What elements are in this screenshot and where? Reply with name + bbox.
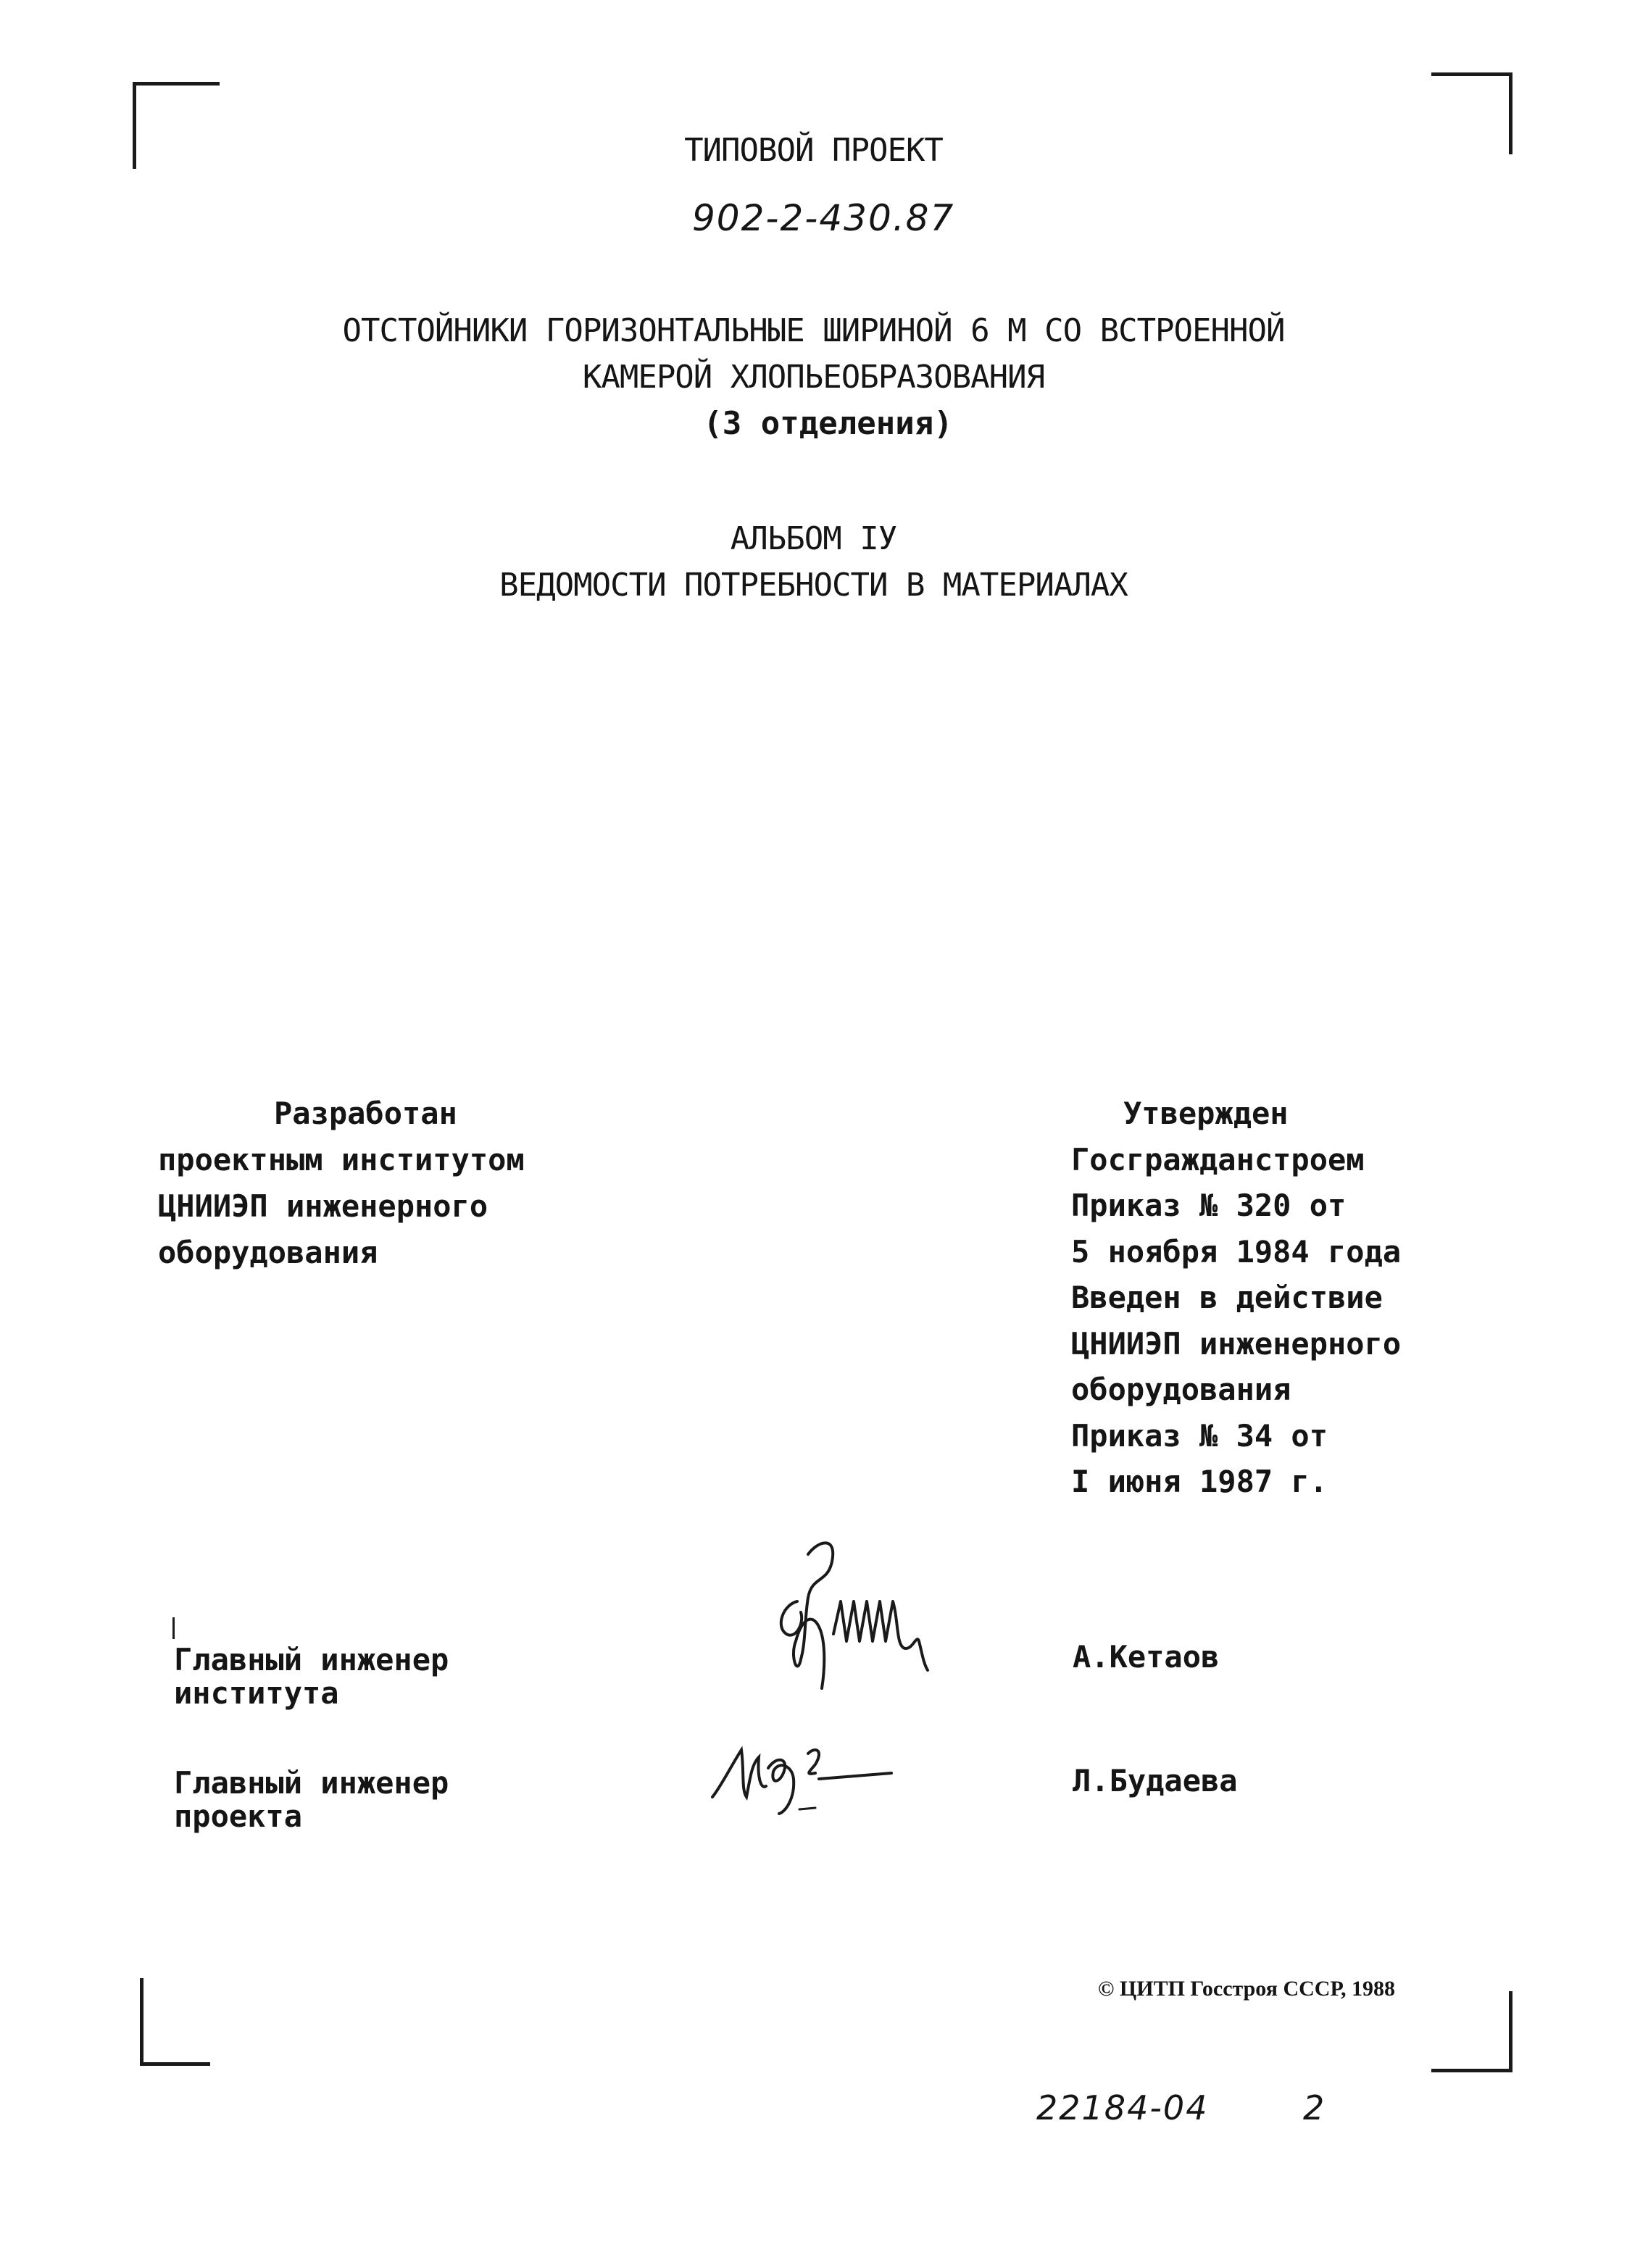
crop-mark-top-left [133, 82, 220, 86]
album-number: АЛЬБОМ IУ [730, 520, 897, 557]
title-line-1: ОТСТОЙНИКИ ГОРИЗОНТАЛЬНЫЕ ШИРИНОЙ 6 М СО ВСТРОЕННОЙ [342, 312, 1285, 349]
approved-line: Введен в действие [1071, 1280, 1383, 1315]
approved-line: Госгражданстроем [1071, 1141, 1365, 1177]
document-title [0, 308, 1627, 447]
approved-line: 5 ноября 1984 года [1071, 1233, 1402, 1270]
approved-line: Приказ № 320 от [1071, 1188, 1347, 1223]
signatory-name: А.Кетаов [1073, 1639, 1220, 1675]
signatory-role [174, 1643, 449, 1710]
crop-mark-bottom-left [140, 2062, 210, 2066]
page-number: 2 [1303, 2088, 1325, 2127]
margin-tick-mark [172, 1617, 175, 1639]
signatory-name: Л.Будаева [1073, 1763, 1238, 1798]
signatory-role-line-1: Главный инженер [174, 1765, 449, 1801]
developed-line: оборудования [158, 1235, 378, 1270]
approved-by-block [1071, 1091, 1401, 1505]
crop-mark-bottom-left [140, 1978, 143, 2065]
document-type: ТИПОВОЙ ПРОЕКТ [684, 132, 943, 169]
developed-line: ЦНИИЭП инженерного [158, 1188, 488, 1224]
developed-by-block [158, 1091, 525, 1276]
developed-line: проектным институтом [158, 1142, 525, 1177]
title-line-2: КАМЕРОЙ ХЛОПЬЕОБРАЗОВАНИЯ [582, 359, 1045, 396]
signatory-role [174, 1767, 449, 1833]
album-name: ВЕДОМОСТИ ПОТРЕБНОСТИ В МАТЕРИАЛАХ [499, 567, 1128, 604]
signature-chief-engineer-institute [768, 1533, 964, 1706]
approved-line: ЦНИИЭП инженерного [1071, 1325, 1402, 1362]
approved-line: оборудования [1071, 1372, 1291, 1407]
document-number: 902-2-430.87 [692, 197, 955, 239]
approved-line: I июня 1987 г. [1071, 1464, 1328, 1499]
crop-mark-top-right [1431, 72, 1512, 76]
title-line-3: (3 отделения) [703, 405, 953, 442]
album-heading [0, 516, 1627, 609]
signatory-role-line-1: Главный инженер [174, 1642, 449, 1677]
approved-heading: Утвержден [1123, 1096, 1289, 1131]
footer-document-code: 22184-04 [1036, 2088, 1209, 2127]
signatory-role-line-2: проекта [174, 1798, 303, 1834]
developed-heading: Разработан [274, 1096, 457, 1131]
signatory-role-line-2: института [174, 1675, 339, 1711]
crop-mark-bottom-right [1431, 2069, 1512, 2072]
approved-line: Приказ № 34 от [1071, 1417, 1328, 1454]
signature-chief-engineer-project [707, 1728, 902, 1822]
copyright-notice: © ЦИТП Госстроя СССР, 1988 [1098, 1977, 1396, 2001]
crop-mark-bottom-right [1509, 1991, 1512, 2072]
